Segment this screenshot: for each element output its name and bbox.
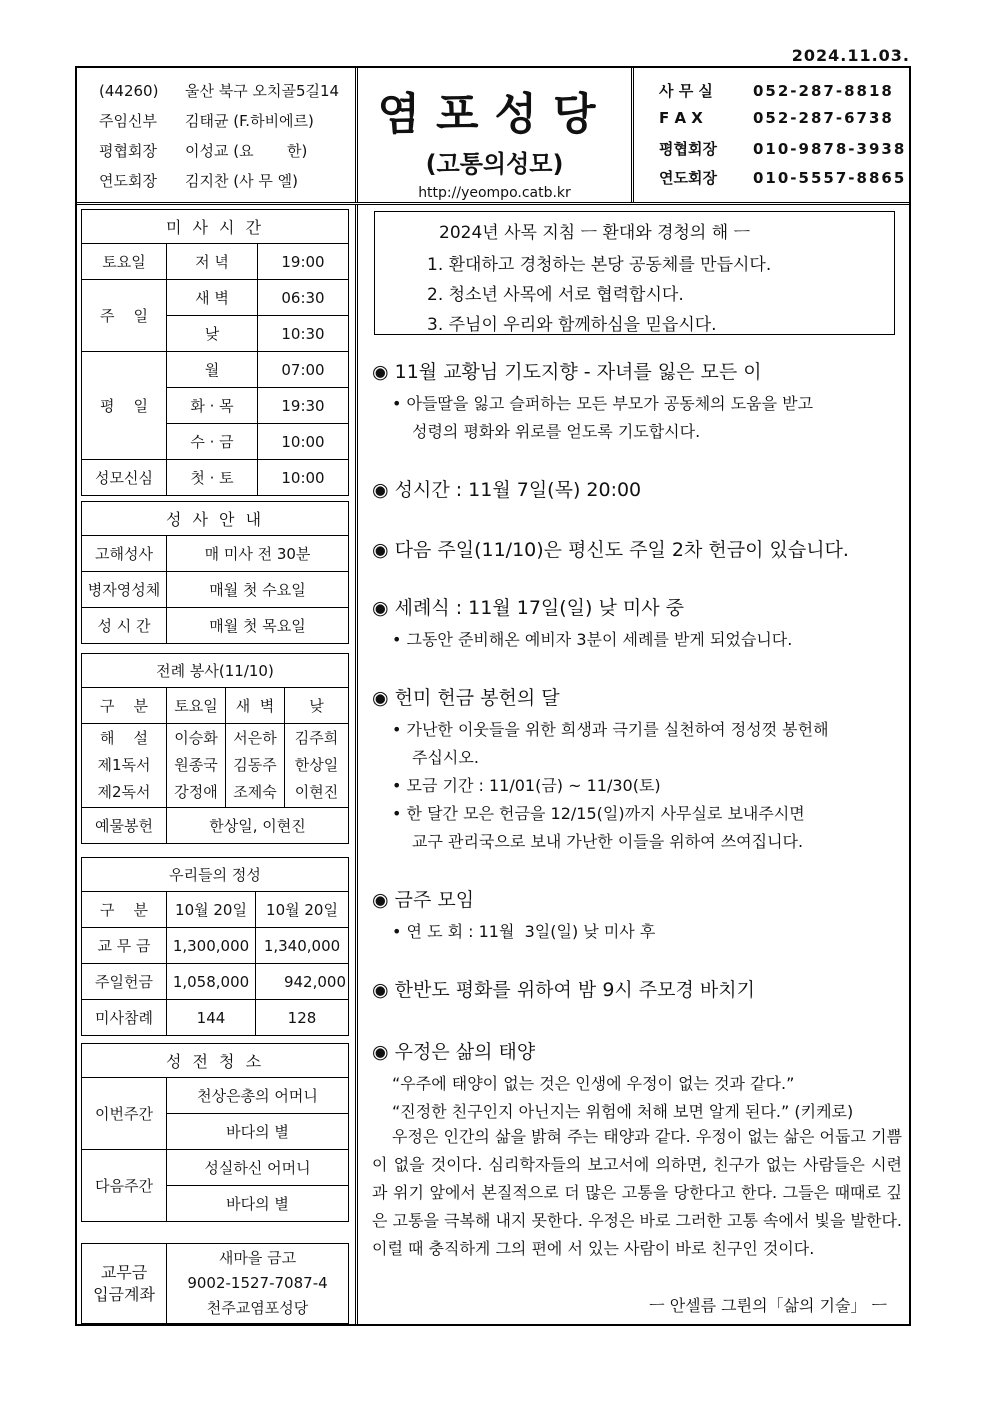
notice-rice-offering: ◉ 헌미 헌금 봉헌의 달	[372, 687, 560, 709]
essay-title: ◉ 우정은 삶의 태양	[372, 1041, 536, 1063]
address: 울산 북구 오치골5길14	[185, 82, 340, 100]
contact-office: 사 무 실 052-287-8818	[659, 82, 894, 100]
zip-code: (44260)	[99, 82, 159, 100]
liturgy-table: 전례 봉사(11/10) 구 분 토요일 새 벽 낮 해 설 제1독서 제2독서 이승화 원종국 강정애 서은하 김동주 조제숙 김주희 한상일 이현진 예물봉헌 한상일, 이현진	[81, 653, 349, 844]
header	[77, 68, 909, 205]
pastoral-motto-box: 2024년 사목 지침 ㅡ 환대와 경청의 해 ㅡ 1. 환대하고 경청하는 본당 공동체를 만듭시다. 2. 청소년 사목에 서로 협력합시다. 3. 주님이 우리와 함께하심을 믿읍시다.	[374, 211, 895, 335]
sacrament-table: 성 사 안 내 고해성사 매 미사 전 30분 병자영성체 매월 첫 수요일 성 시 간 매월 첫 목요일	[81, 501, 349, 644]
council-row	[99, 140, 307, 161]
notice-holy-hour: ◉ 성시간 : 11월 7일(목) 20:00	[372, 479, 642, 501]
notice-meetings: ◉ 금주 모임	[372, 889, 475, 911]
offering-title: 우리들의 정성	[82, 858, 349, 892]
council-name: 이성교 (요 한)	[185, 142, 308, 160]
contact-yeondo: 연도회장 010-5557-8865	[659, 169, 907, 187]
right-column: 2024년 사목 지침 ㅡ 환대와 경청의 해 ㅡ 1. 환대하고 경청하는 본당 공동체를 만듭시다. 2. 청소년 사목에 서로 협력합시다. 3. 주님이 우리와 함께하심을 믿읍시다. ◉ 11월 교황님 기도지향 - 자녀를 잃은 모든 이 • 아들딸을 잃고 슬퍼하는 모든 부모가 공동체의 도움을 받고 성령의 평화와 위로를 얻도록 기도합시다. ◉ 성시간 : 11월 7일(목) 20:00 ◉ 다음 주일(11/10)은 평신도 주일 2차 헌금이 있습니다. ◉ 세례식 : 11월 17일(일) 낮 미사 중 • 그동안 준비해온 예비자 3분이 세례를 받게 되었습니다. ◉ 헌미 헌금 봉헌의 달 • 가난한 이웃들을 위한 희생과 극기를 실천하여 정성껏 봉헌해 주십시오. • 모금 기간 : 11/01(금) ~ 11/30(토) • 한 달간 모은 헌금을 12/15(일)까지 사무실로 보내주시면 교구 관리국으로 보내 가난한 이들을 위하여 쓰여집니다. ◉ 금주 모임 • 연 도 회 : 11월 3일(일) 낮 미사 후 ◉ 한반도 평화를 위하여 밤 9시 주모경 바치기 ◉ 우정은 삶의 태양 “우주에 태양이 없는 것은 인생에 우정이 없는 것과 같다.” “진정한 친구인지 아닌지는 위험에 처해 보면 알게 된다.” (키케로) 우정은 인간의 삶을 밝혀 주는 태양과 같다. 우정이 없는 삶은 어둡고 기쁨이 없을 것이다. 심리학자들의 보고서에 의하면, 친구가 없는 사람들은 시련과 위기 앞에서 본질적으로 더 많은 고통을 당한다고 한다. 그들은 때때로 깊은 고통을 극복해 내지 못한다. 우정은 바로 그러한 고통 속에서 빛을 발한다. 이럴 때 충직하게 그의 편에 서 있는 사람이 바로 친구인 것이다. ㅡ 안셀름 그륀의「삶의 기술」 ㅡ	[358, 205, 909, 1324]
notice-peace-prayer: ◉ 한반도 평화를 위하여 밤 9시 주모경 바치기	[372, 979, 755, 1001]
parish-title: 염포성당	[377, 89, 612, 140]
pastor-label: 주임신부	[99, 112, 157, 130]
mass-times-title: 미 사 시 간	[82, 210, 349, 244]
motto-title: 2024년 사목 지침 ㅡ 환대와 경청의 해 ㅡ	[439, 223, 750, 243]
cleaning-table: 성 전 청 소 이번주간 천상은총의 어머니 바다의 별 다음주간 성실하신 어머니 바다의 별	[81, 1043, 349, 1222]
essay-body: 우정은 인간의 삶을 밝혀 주는 태양과 같다. 우정이 없는 삶은 어둡고 기쁨이 없을 것이다. 심리학자들의 보고서에 의하면, 친구가 없는 사람들은 시련과 위기 앞에서 본질적으로 더 많은 고통을 당한다고 한다. 그들은 때때로 깊은 고통을 극복해 내지 못한다. 우정은 바로 그러한 고통 속에서 빛을 발한다. 이럴 때 충직하게 그의 편에 서 있는 사람이 바로 친구인 것이다.	[372, 1127, 902, 1258]
parish-url[interactable]: http://yeompo.catb.kr	[418, 185, 571, 201]
offering-table: 우리들의 정성 구 분 10월 20일 10월 20일 교 무 금 1,300,000 1,340,000 주일헌금 1,058,000 942,000 미사참례 144 128	[81, 857, 349, 1036]
address-row	[99, 80, 339, 101]
yeondo-name: 김지찬 (사 무 엘)	[185, 172, 298, 190]
issue-date: 2024.11.03.	[791, 46, 910, 65]
notice-prayer-intention: ◉ 11월 교황님 기도지향 - 자녀를 잃은 모든 이	[372, 361, 762, 383]
sacrament-title: 성 사 안 내	[82, 502, 349, 536]
contact-fax: F A X 052-287-6738	[659, 109, 894, 127]
header-title-block	[358, 68, 634, 202]
council-label: 평협회장	[99, 142, 157, 160]
liturgy-title: 전례 봉사(11/10)	[82, 654, 349, 688]
header-contacts	[634, 68, 909, 202]
essay-citation: ㅡ 안셀름 그륀의「삶의 기술」 ㅡ	[649, 1296, 887, 1315]
header-info	[77, 68, 358, 202]
left-column	[77, 205, 358, 1324]
pastor-name: 김태균 (F.하비에르)	[185, 112, 314, 130]
notice-second-collection: ◉ 다음 주일(11/10)은 평신도 주일 2차 헌금이 있습니다.	[372, 539, 849, 561]
cleaning-title: 성 전 청 소	[82, 1044, 349, 1078]
parish-subtitle: (고통의성모)	[425, 150, 564, 178]
yeondo-label: 연도회장	[99, 172, 157, 190]
contact-council: 평협회장 010-9878-3938	[659, 140, 907, 158]
mass-times-table: 미 사 시 간 토요일 저 녁 19:00 주 일 새 벽 06:30 낮 10:30 평 일 월 07:00 화 · 목 19:30 수 · 금 10:00 성모신심 첫 · 토 10:00	[81, 209, 349, 496]
notice-baptism: ◉ 세례식 : 11월 17일(일) 낮 미사 중	[372, 597, 684, 619]
pastor-row	[99, 110, 314, 131]
bulletin-frame	[75, 66, 911, 1326]
account-table: 교무금 입금계좌 새마을 금고 9002-1527-7087-4 천주교염포성당	[81, 1243, 349, 1324]
yeondo-row	[99, 170, 298, 191]
